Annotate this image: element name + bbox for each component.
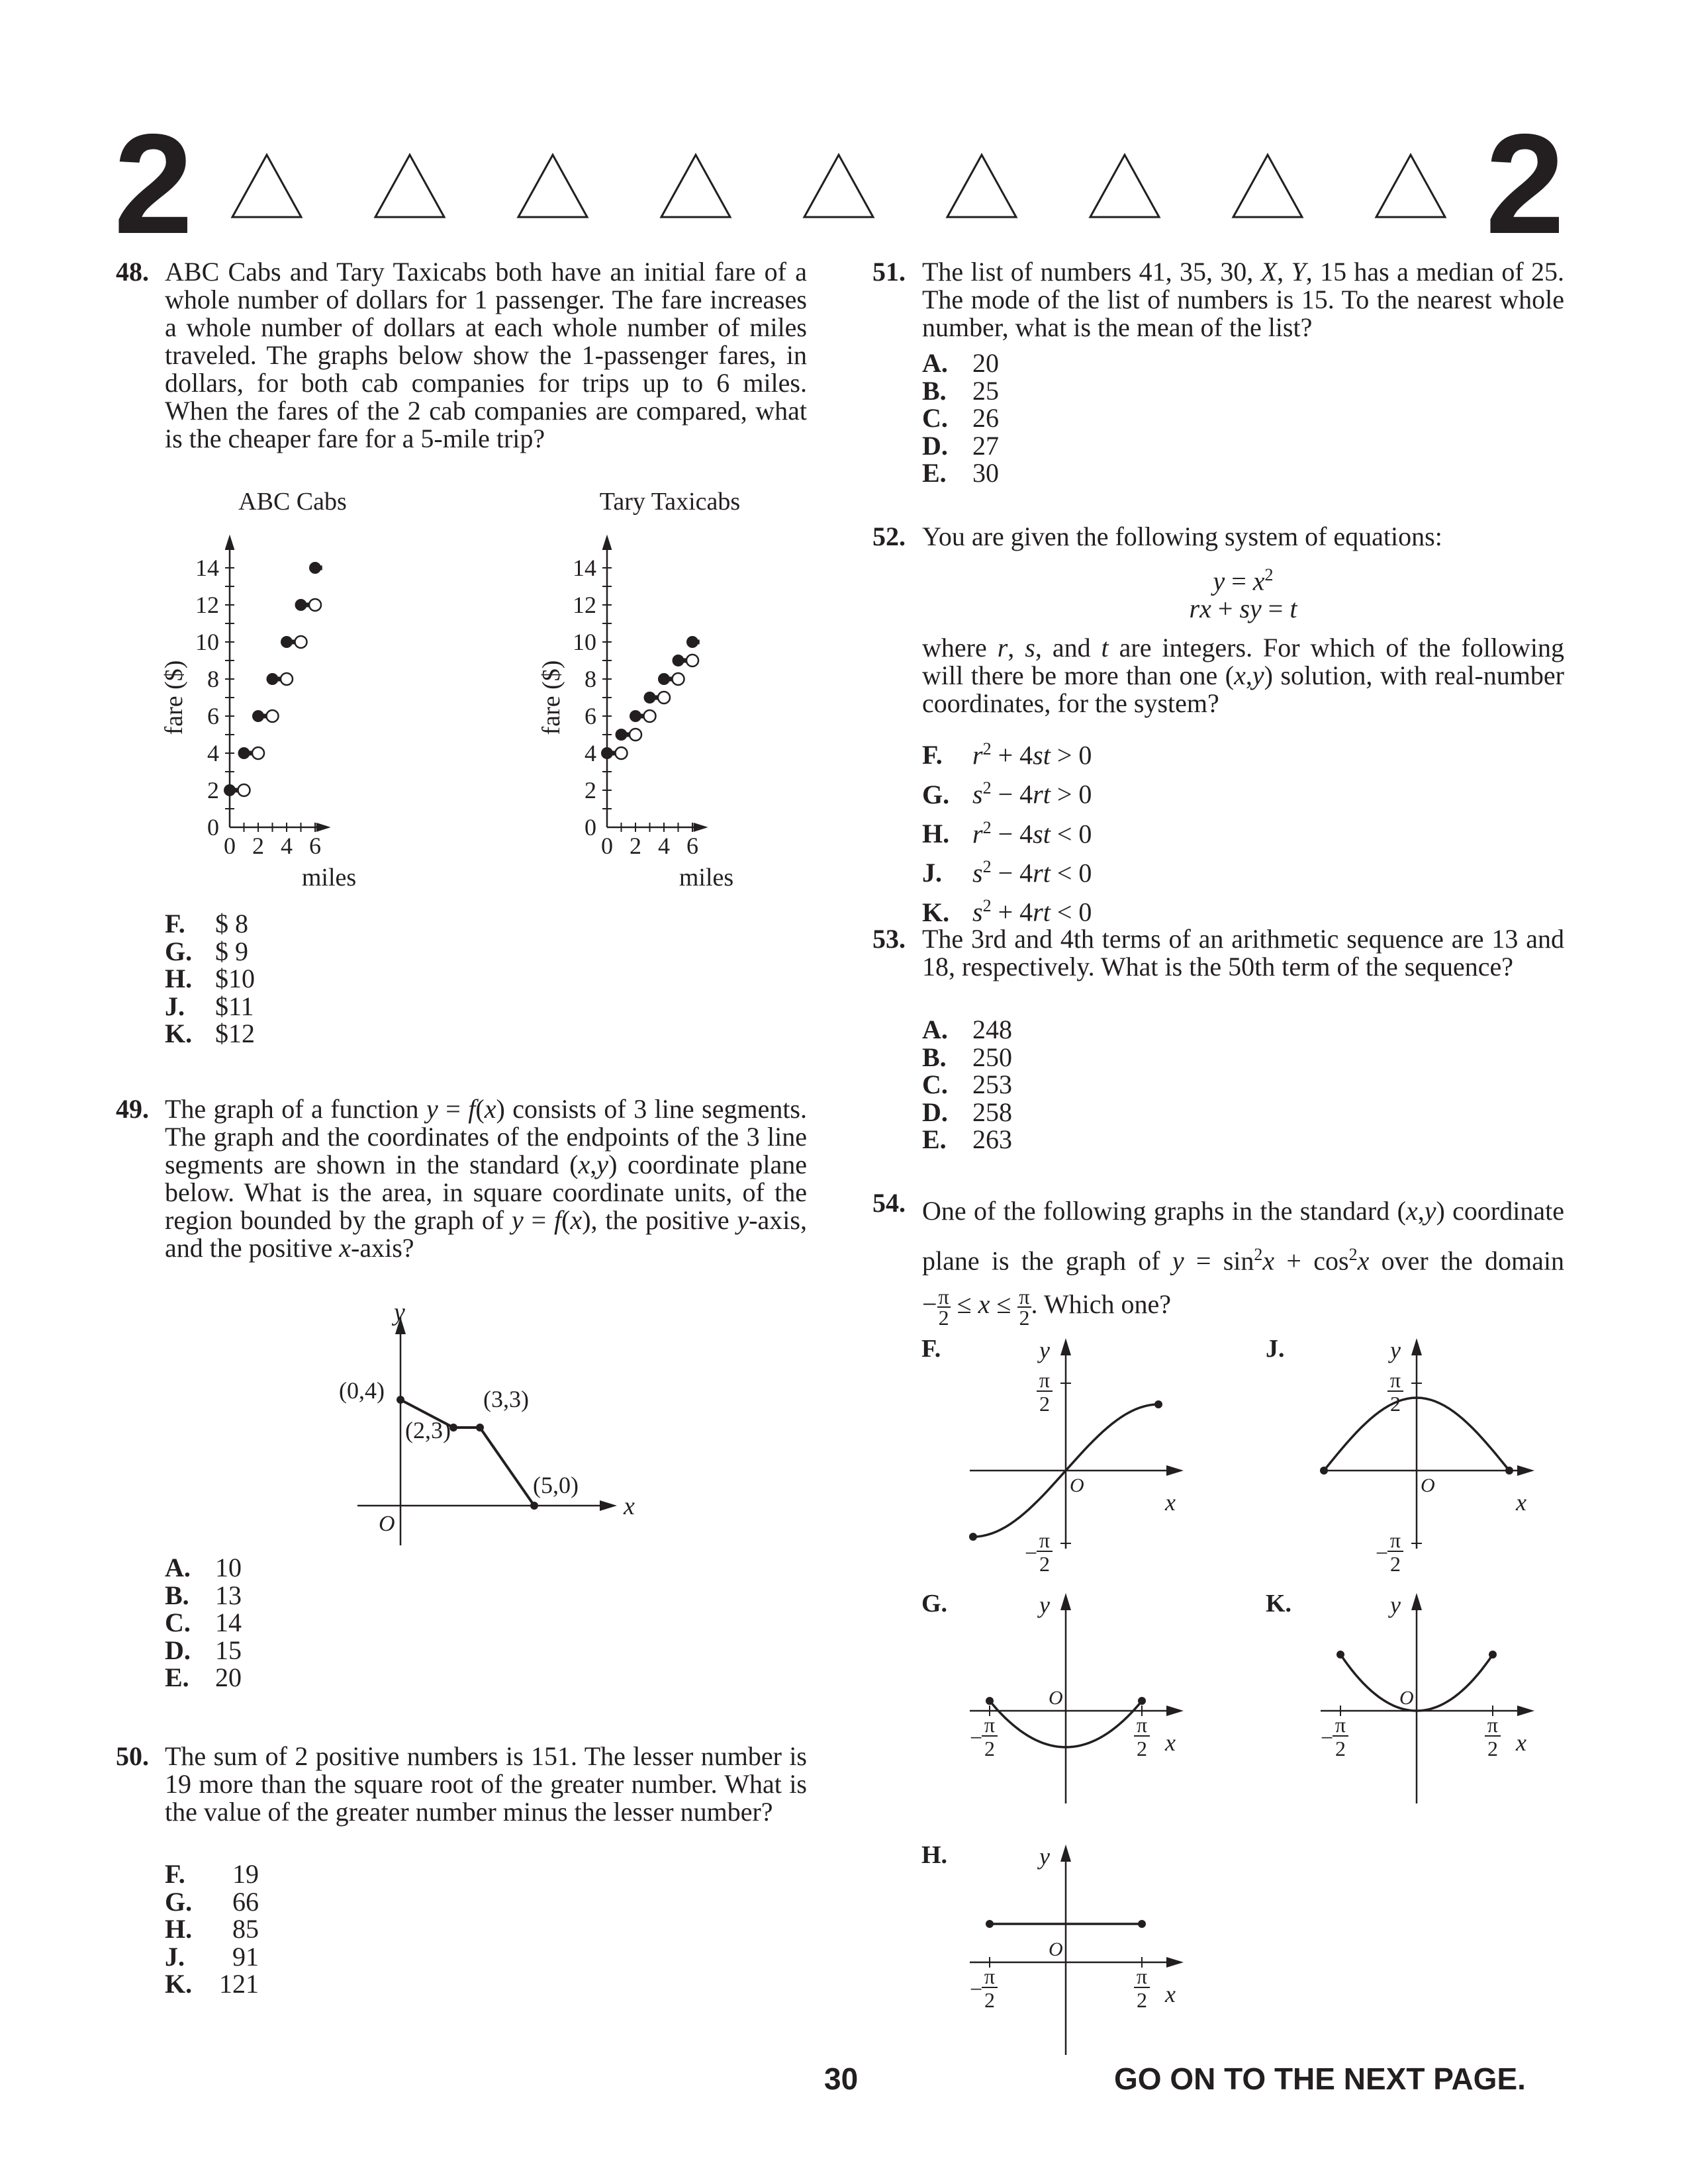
- closed-endpoint: [267, 673, 279, 685]
- choice-K[interactable]: K. $12: [165, 1019, 255, 1048]
- y-tick-label: 14: [195, 555, 219, 581]
- label-2-3: (2,3): [405, 1417, 451, 1443]
- y-tick-label: 2: [585, 777, 596, 803]
- equation-2: rx + sy = t: [1189, 594, 1297, 624]
- open-endpoint: [267, 710, 279, 722]
- choice-J[interactable]: J. 91: [165, 1941, 259, 1972]
- q53-choices: [922, 1016, 1012, 1154]
- x-label: x: [1516, 1729, 1526, 1756]
- x-axis-arrow-icon: [1166, 1957, 1184, 1968]
- y-label: y: [394, 1298, 405, 1326]
- svg-text:2: 2: [1390, 1392, 1401, 1416]
- y-label: y: [1390, 1592, 1401, 1618]
- q51-choices: [922, 349, 999, 487]
- graph-option-H[interactable]: [921, 1841, 1184, 2055]
- origin-label: O: [1399, 1687, 1414, 1709]
- x-axis-arrow-icon: [1166, 1706, 1184, 1716]
- choice-F[interactable]: F. $ 8: [165, 909, 248, 938]
- section-number-right: 2: [1485, 104, 1565, 263]
- y-tick-label: 0: [585, 814, 596, 841]
- svg-text:π: π: [1039, 1368, 1051, 1392]
- x-tick-label: 0: [224, 833, 236, 859]
- closed-endpoint: [644, 692, 656, 704]
- triangle-icon: [1090, 155, 1159, 217]
- svg-text:−: −: [970, 1978, 983, 2002]
- q48-number: 48.: [116, 257, 149, 287]
- x-tick-label: 2: [630, 833, 641, 859]
- x-label: x: [1516, 1489, 1526, 1516]
- choice-J[interactable]: J. $11: [165, 991, 254, 1021]
- choice-E[interactable]: E. 263: [922, 1124, 1012, 1154]
- q50-text: The sum of 2 positive numbers is 151. The lesser number is 19 more than the square root of the greater number. What is the value of the greater number minus the lesser number?: [165, 1741, 807, 1827]
- y-label: y: [1039, 1337, 1050, 1363]
- svg-text:π: π: [984, 1964, 996, 1988]
- point-0-4: [397, 1396, 404, 1404]
- q49-text: The graph of a function y = f(x) consists of 3 line segments. The graph and the coordinates of the endpoints of the 3 line segments are shown in the standard (x,y) coordinate plane below. What is the area, in square coordinate units, of the region bounded by the graph of y = f(x), the positive y-axis, and the positive x-axis?: [165, 1094, 808, 1263]
- x-label: x: [1165, 1729, 1176, 1756]
- q52-number: 52.: [872, 522, 906, 551]
- origin-label: O: [1049, 1938, 1063, 1960]
- origin-label: O: [379, 1512, 395, 1536]
- y-tick-label: 12: [195, 592, 219, 618]
- x-axis-arrow-icon: [1166, 1465, 1184, 1476]
- q52-choices: [922, 733, 1092, 929]
- closed-endpoint: [309, 562, 321, 574]
- open-endpoint: [658, 692, 670, 704]
- x-axis-arrow-icon: [1517, 1465, 1534, 1476]
- q54-graphs: [914, 1324, 1549, 2065]
- go-on-next-page: GO ON TO THE NEXT PAGE.: [1114, 2062, 1526, 2096]
- triangle-icon: [661, 155, 730, 217]
- endpoint: [1154, 1400, 1162, 1408]
- equation-1: $y = x^2$: [1213, 565, 1274, 596]
- q51-number: 51.: [872, 257, 906, 287]
- y-tick-label: 2: [207, 777, 219, 803]
- point-3-3: [476, 1424, 484, 1432]
- endpoint: [1336, 1651, 1344, 1659]
- tary-taxicabs-chart: [538, 488, 740, 891]
- x-axis-arrow-icon: [1517, 1706, 1534, 1716]
- triangle-row: [228, 151, 1473, 220]
- label-5-0: (5,0): [533, 1472, 579, 1498]
- q54-text: One of the following graphs in the standard (x,y) coordinate plane is the graph of $y = \sin^2x + \cos^2x$ over the domain − $\frac{\pi}{2}$ ≤ x ≤ $\frac{\pi}{2}$ . Which one?: [922, 1196, 1565, 1330]
- origin-label: O: [1070, 1475, 1084, 1496]
- y-tick-label-neg-pi-over-2: [1025, 1528, 1053, 1576]
- endpoint: [969, 1533, 977, 1541]
- open-endpoint: [238, 784, 250, 796]
- open-endpoint: [252, 747, 264, 759]
- y-tick-label: 6: [585, 703, 596, 729]
- choice-F[interactable]: F. $r^2 + 4st > 0$: [922, 739, 1092, 770]
- svg-text:−: −: [1321, 1726, 1334, 1751]
- svg-text:π: π: [1136, 1964, 1148, 1988]
- svg-text:π: π: [1136, 1713, 1148, 1737]
- x-tick-label-neg-pi-over-2: [970, 1713, 998, 1760]
- x-tick-label-pi-over-2: [1134, 1713, 1150, 1760]
- choice-G[interactable]: G. $s^2 - 4rt > 0$: [922, 778, 1092, 809]
- y-axis-label: fare ($): [160, 660, 188, 735]
- choice-A[interactable]: A. 10: [165, 1553, 242, 1582]
- x-label: x: [1165, 1981, 1176, 2007]
- x-axis-arrow-icon: [316, 823, 331, 832]
- endpoint: [1138, 1697, 1146, 1705]
- graph-option-G[interactable]: [921, 1590, 1184, 1803]
- q51-text: The list of numbers 41, 35, 30, X, Y, 15 has a median of 25. The mode of the list of numbers is 15. To the nearest whole number, what is the mean of the list?: [922, 257, 1564, 342]
- triangle-icon: [375, 155, 444, 217]
- x-axis-label: miles: [679, 864, 734, 891]
- open-endpoint: [644, 710, 656, 722]
- q48-choices: [165, 910, 255, 1048]
- choice-D[interactable]: D. 27: [922, 430, 999, 461]
- svg-text:π: π: [1389, 1368, 1401, 1392]
- choice-A[interactable]: A. 248: [922, 1015, 1012, 1044]
- x-tick-label: 6: [309, 833, 321, 859]
- triangle-icon: [1376, 155, 1445, 217]
- choice-C[interactable]: C. 26: [922, 403, 999, 433]
- svg-text:π: π: [1389, 1528, 1401, 1552]
- closed-endpoint: [281, 636, 293, 648]
- endpoint: [1320, 1467, 1328, 1475]
- section-number-left: 2: [114, 104, 193, 263]
- y-tick-label: 4: [207, 740, 219, 766]
- graph-option-F[interactable]: [921, 1335, 1184, 1549]
- abc-cabs-chart: [160, 488, 356, 891]
- q48-charts: [146, 490, 821, 907]
- y-axis-arrow-icon: [1411, 1593, 1422, 1610]
- graph-label: K.: [1266, 1590, 1292, 1617]
- y-tick-label: 8: [207, 666, 219, 692]
- endpoint: [986, 1697, 994, 1705]
- q48-text: ABC Cabs and Tary Taxicabs both have an initial fare of a whole number of dollars for 1 passenger. The fare increases a whole number of dollars at each whole number of miles traveled. The graphs below show the 1-passenger fares, in dollars, for both cab companies for trips up to 6 miles. When the fares of the 2 cab companies are compared, what is the cheaper fare for a 5-mile trip?: [165, 257, 807, 453]
- triangle-icon: [1233, 155, 1302, 217]
- choice-K[interactable]: K. $s^2 + 4rt < 0$: [922, 896, 1092, 927]
- y-tick-label: 0: [207, 814, 219, 841]
- y-tick-label: 8: [585, 666, 596, 692]
- svg-text:2: 2: [984, 1737, 995, 1760]
- endpoint: [1505, 1467, 1513, 1475]
- closed-endpoint: [224, 784, 236, 796]
- svg-text:π: π: [984, 1713, 996, 1737]
- origin-label: O: [1421, 1475, 1435, 1496]
- svg-text:2: 2: [1137, 1988, 1147, 2012]
- choice-E[interactable]: E. 30: [922, 458, 999, 488]
- open-endpoint: [616, 747, 628, 759]
- point-5-0: [530, 1502, 538, 1510]
- page-number: 30: [824, 2062, 859, 2096]
- closed-endpoint: [238, 747, 250, 759]
- x-tick-label-pi-over-2: [1134, 1964, 1150, 2012]
- graph-option-J[interactable]: [1266, 1335, 1534, 1549]
- closed-endpoint: [658, 673, 670, 685]
- choice-H[interactable]: H. 85: [165, 1914, 259, 1944]
- x-tick-label-neg-pi-over-2: [970, 1964, 998, 2012]
- x-tick-label: 4: [658, 833, 670, 859]
- svg-text:2: 2: [984, 1988, 995, 2012]
- y-axis-label: fare ($): [538, 660, 565, 735]
- y-label: y: [1039, 1843, 1050, 1870]
- y-tick-label: 12: [573, 592, 596, 618]
- open-endpoint: [281, 673, 293, 685]
- choice-A[interactable]: A. 20: [922, 348, 999, 378]
- svg-text:−: −: [1025, 1541, 1038, 1566]
- y-axis-arrow-icon: [225, 535, 234, 549]
- svg-text:−: −: [970, 1726, 983, 1751]
- svg-text:2: 2: [1039, 1392, 1050, 1416]
- y-tick-label: 4: [585, 740, 596, 766]
- q54-number: 54.: [872, 1188, 906, 1218]
- endpoint: [1489, 1651, 1497, 1659]
- function-graph: [400, 1400, 534, 1506]
- closed-endpoint: [252, 710, 264, 722]
- choice-G[interactable]: G. $ 9: [165, 936, 248, 966]
- open-endpoint: [630, 729, 641, 741]
- y-tick-label: 6: [207, 703, 219, 729]
- choice-G[interactable]: G. 66: [165, 1886, 259, 1917]
- graph-label: J.: [1266, 1335, 1285, 1363]
- svg-text:−: −: [1376, 1541, 1389, 1566]
- origin-label: O: [1049, 1687, 1063, 1709]
- choice-D[interactable]: D. 15: [165, 1635, 242, 1665]
- q53-text: The 3rd and 4th terms of an arithmetic sequence are 13 and 18, respectively. What is the 50th term of the sequence?: [922, 924, 1564, 981]
- choice-E[interactable]: E. 20: [165, 1662, 242, 1692]
- x-tick-label: 4: [281, 833, 293, 859]
- svg-text:π: π: [1039, 1528, 1051, 1552]
- closed-endpoint: [616, 729, 628, 741]
- x-label: x: [1165, 1489, 1176, 1516]
- y-tick-label-neg-pi-over-2: [1376, 1528, 1403, 1576]
- open-endpoint: [295, 636, 307, 648]
- y-tick-label: 10: [195, 629, 219, 655]
- open-endpoint: [309, 599, 321, 611]
- closed-endpoint: [295, 599, 307, 611]
- closed-endpoint: [630, 710, 641, 722]
- graph-label: F.: [921, 1335, 941, 1363]
- x-axis-label: miles: [301, 864, 357, 891]
- graph-option-K[interactable]: [1266, 1590, 1534, 1803]
- y-label: y: [1390, 1337, 1401, 1363]
- svg-text:2: 2: [1137, 1737, 1147, 1760]
- x-tick-label: 0: [601, 833, 613, 859]
- choice-J[interactable]: J. $s^2 - 4rt < 0$: [922, 856, 1092, 888]
- svg-text:2: 2: [1390, 1552, 1401, 1576]
- y-axis-arrow-icon: [1060, 1338, 1071, 1355]
- y-axis-arrow-icon: [602, 535, 612, 549]
- y-tick-label-pi-over-2: [1387, 1368, 1403, 1416]
- triangle-icon: [518, 155, 587, 217]
- q52-text: where r, s, and t are integers. For which of the following will there be more than one (x,y) solution, with real-number coordinates, for the system?: [922, 633, 1564, 718]
- y-label: y: [1039, 1592, 1050, 1618]
- closed-endpoint: [673, 655, 684, 666]
- y-axis-arrow-icon: [1060, 1844, 1071, 1862]
- closed-endpoint: [686, 636, 698, 648]
- svg-text:2: 2: [1039, 1552, 1050, 1576]
- x-axis-arrow-icon: [694, 823, 708, 832]
- choice-F[interactable]: F. 19: [165, 1859, 259, 1889]
- choice-H[interactable]: H. $r^2 - 4st < 0$: [922, 817, 1092, 848]
- graph-label: H.: [921, 1841, 948, 1869]
- svg-text:π: π: [1487, 1713, 1499, 1737]
- svg-text:2: 2: [1335, 1737, 1346, 1760]
- x-axis-arrow-icon: [600, 1500, 617, 1511]
- q49-number: 49.: [116, 1094, 149, 1124]
- choice-H[interactable]: H. $10: [165, 964, 255, 993]
- label-3-3: (3,3): [483, 1386, 529, 1412]
- q49-graph: [331, 1298, 662, 1549]
- choice-C[interactable]: C. 14: [165, 1608, 242, 1637]
- choice-D[interactable]: D. 258: [922, 1097, 1012, 1127]
- q49-choices: [165, 1554, 242, 1692]
- closed-endpoint: [601, 747, 613, 759]
- choice-B[interactable]: B. 13: [165, 1580, 242, 1610]
- y-axis-arrow-icon: [1060, 1593, 1071, 1610]
- x-tick-label-neg-pi-over-2: [1321, 1713, 1348, 1760]
- graph-label: G.: [921, 1590, 948, 1617]
- svg-text:π: π: [1335, 1713, 1346, 1737]
- y-tick-label-pi-over-2: [1037, 1368, 1053, 1416]
- triangle-icon: [804, 155, 873, 217]
- q50-number: 50.: [116, 1741, 149, 1771]
- choice-B[interactable]: B. 25: [922, 375, 999, 406]
- x-tick-label: 2: [252, 833, 264, 859]
- x-tick-label-pi-over-2: [1485, 1713, 1501, 1760]
- q50-choices: [165, 1860, 259, 1998]
- choice-K[interactable]: K. 121: [165, 1969, 259, 1999]
- label-0-4: (0,4): [339, 1377, 385, 1404]
- q53-number: 53.: [872, 924, 906, 954]
- q52-intro: You are given the following system of equations:: [922, 522, 1442, 551]
- chart-title: ABC Cabs: [238, 488, 347, 516]
- choice-B[interactable]: B. 250: [922, 1042, 1012, 1072]
- choice-C[interactable]: C. 253: [922, 1069, 1012, 1099]
- x-label: x: [624, 1492, 635, 1520]
- open-endpoint: [686, 655, 698, 666]
- triangle-icon: [232, 155, 301, 217]
- svg-text:2: 2: [1487, 1737, 1498, 1760]
- y-axis-arrow-icon: [1411, 1338, 1422, 1355]
- open-endpoint: [673, 673, 684, 685]
- triangle-icon: [947, 155, 1016, 217]
- y-tick-label: 10: [573, 629, 596, 655]
- endpoint: [1138, 1920, 1146, 1928]
- y-tick-label: 14: [573, 555, 596, 581]
- x-tick-label: 6: [686, 833, 698, 859]
- q52-equations: [922, 561, 1564, 623]
- endpoint: [986, 1920, 994, 1928]
- chart-title: Tary Taxicabs: [599, 488, 741, 516]
